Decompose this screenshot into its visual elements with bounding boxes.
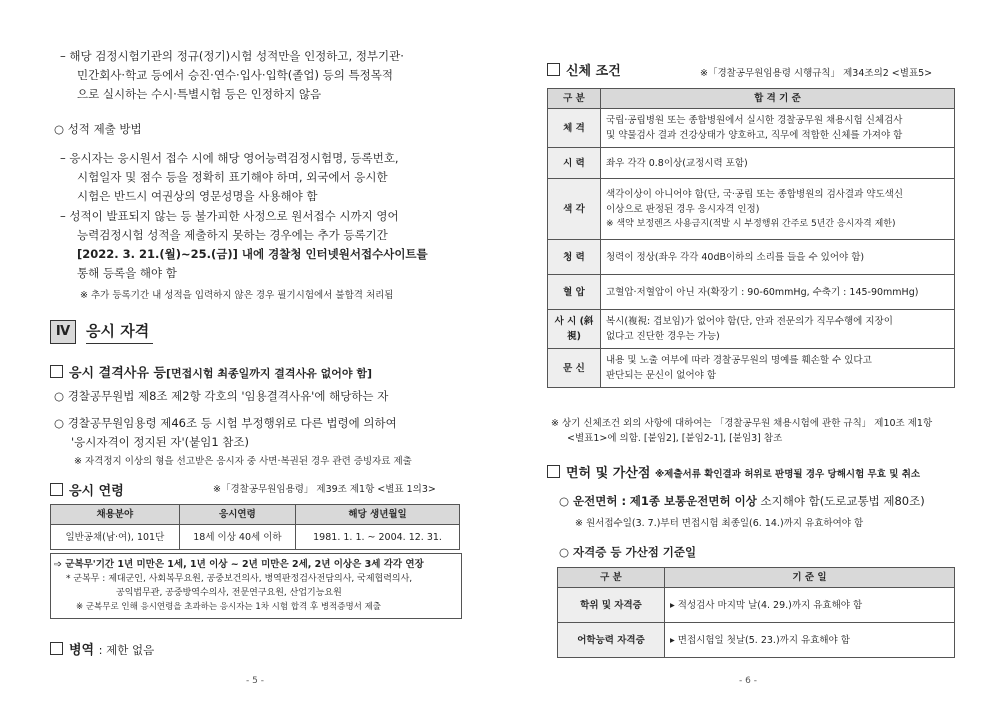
table-header: 해당 생년월일: [296, 505, 460, 525]
table-row: [548, 310, 955, 349]
table-cell-key: 문 신: [548, 349, 601, 388]
text-line: <별표1>에 의함. [붙임2], [붙임2-1], [붙임3] 참조: [567, 433, 783, 444]
table-row: [548, 240, 955, 275]
right-page: [545, 0, 955, 707]
table-cell-value: [601, 310, 955, 349]
body-conditions-note: [551, 416, 959, 446]
table-row: [548, 109, 955, 148]
certificate-deadline-table: [557, 567, 955, 658]
text-line: 복시(複視: 겹보임)가 없어야 함(단, 안과 전문의가 직무수행에 지장이: [606, 316, 893, 327]
disqualification-heading: [50, 362, 372, 381]
text-line: * 군복무 : 제대군인, 사회복무요원, 공중보건의사, 병역판정검사전담의사, 국제협력의사,: [66, 574, 413, 584]
table-row: [558, 623, 955, 658]
table-cell-value: 좌우 각각 0.8이상(교정시력 포함): [601, 148, 955, 179]
table-row: [548, 148, 955, 179]
text-line: – 성적이 발표되지 않는 등 불가피한 사정으로 원서접수 시까지 영어: [60, 209, 399, 223]
license-bonus-heading: [547, 462, 920, 481]
table-cell-key: 청 력: [548, 240, 601, 275]
table-cell-value: [601, 109, 955, 148]
age-table: [50, 504, 460, 550]
text-line: 판단되는 문신이 없어야 함: [606, 370, 717, 381]
text-line: 시험은 반드시 여권상의 영문성명을 사용해야 함: [77, 189, 318, 203]
table-cell-key: 사 시 (斜 視): [548, 310, 601, 349]
checkbox-square-icon: [50, 642, 63, 655]
table-cell-value: 고혈압·저혈압이 아닌 자(확장기 : 90-60mmHg, 수축기 : 145-90mmHg): [601, 275, 955, 310]
disqualification-item-1: ○ 경찰공무원법 제8조 제2항 각호의 '임용결격사유'에 해당하는 자: [54, 389, 389, 403]
body-conditions-table: [547, 88, 955, 388]
table-header-row: [548, 89, 955, 109]
text-line: 이상으로 판정된 경우 응시자격 인정): [606, 203, 760, 215]
military-note: ※ 군복무로 인해 응시연령을 초과하는 응시자는 1차 시험 합격 후 병적증명서 제출: [76, 602, 382, 612]
table-row: [51, 525, 460, 550]
certificate-deadline-heading: ○ 자격증 등 가산점 기준일: [559, 545, 697, 559]
table-cell-value: ▸ 면접시험일 첫날(5. 23.)까지 유효해야 함: [665, 623, 955, 658]
page-number: - 5 -: [246, 676, 264, 686]
checkbox-square-icon: [547, 63, 560, 76]
table-row: [548, 349, 955, 388]
driver-license-line: [559, 492, 925, 511]
table-header: 구 분: [548, 89, 601, 109]
table-row: [558, 588, 955, 623]
heading-text: 병역: [69, 643, 95, 658]
table-row: [548, 179, 955, 240]
table-cell-key: 체 격: [548, 109, 601, 148]
heading-text: 응시 결격사유 등: [69, 366, 166, 381]
section-title: 응시 자격: [86, 320, 153, 344]
text-line: 민간회사·학교 등에서 승진·연수·입사·입학(졸업) 등의 특정목적: [77, 68, 393, 82]
text-line: 공익법무관, 공중방역수의사, 전문연구요원, 산업기능요원: [116, 588, 342, 598]
section-4-heading: [50, 320, 153, 344]
text-line: 없다고 진단한 경우는 가능): [606, 331, 720, 342]
text-line: – 해당 검정시험기관의 정규(정기)시험 성적만을 인정하고, 정부기관·: [60, 49, 404, 63]
table-cell-key: 시 력: [548, 148, 601, 179]
left-page: [48, 0, 468, 707]
text-line: – 응시자는 응시원서 접수 시에 해당 영어능력검정시험명, 등록번호,: [60, 151, 399, 165]
military-service-box: [50, 553, 462, 619]
heading-text: 면허 및 가산점: [566, 466, 651, 481]
late-registration-paragraph: [60, 207, 470, 283]
table-header-row: [558, 568, 955, 588]
value-tail: 소지해야 함(도로교통법 제80조): [760, 494, 925, 508]
text-line: 내용 및 노출 여부에 따라 경찰공무원의 명예를 훼손할 수 있다고: [606, 355, 872, 366]
table-row: [548, 275, 955, 310]
text-line: '응시자격이 정지된 자'(붙임1 참조): [71, 435, 249, 449]
heading-subtext: ※제출서류 확인결과 허위로 판명될 경우 당해시험 무효 및 취소: [654, 469, 921, 480]
military-extension-rule: ➩ 군복무'기간 1년 미만은 1세, 1년 이상 ~ 2년 미만은 2세, 2년 이상은 3세 각각 연장: [54, 559, 424, 570]
submission-paragraph: [60, 149, 470, 206]
heading-value: : 제한 없음: [98, 643, 155, 657]
table-header-row: [51, 505, 460, 525]
body-conditions-heading: [547, 60, 621, 79]
table-header: 채용분야: [51, 505, 180, 525]
text-line: 국립·공립병원 또는 종합병원에서 실시한 경찰공무원 채용시험 신체검사: [606, 115, 903, 126]
table-cell-key: 학위 및 자격증: [558, 588, 665, 623]
disqualification-note: ※ 자격정지 이상의 형을 선고받은 응시자 중 사면·복권된 경우 관련 증빙자료 제출: [74, 456, 412, 467]
text-line: 시험일자 및 점수 등을 정확히 표기해야 하며, 외국에서 응시한: [77, 170, 388, 184]
checkbox-square-icon: [50, 365, 63, 378]
late-registration-note: ※ 추가 등록기간 내 성적을 입력하지 않은 경우 필기시험에서 불합격 처리됨: [80, 290, 394, 301]
score-method-heading: ○ 성적 제출 방법: [54, 122, 142, 136]
table-header: 합 격 기 준: [601, 89, 955, 109]
table-cell-value: 청력이 정상(좌우 각각 40dB이하의 소리를 들을 수 있어야 함): [601, 240, 955, 275]
table-header: 응시연령: [179, 505, 295, 525]
value: 제1종 보통운전면허 이상: [629, 494, 757, 508]
text-line: 통해 등록을 해야 함: [77, 266, 177, 280]
label: ○ 운전면허 :: [559, 494, 627, 508]
table-cell: 1981. 1. 1. ~ 2004. 12. 31.: [296, 525, 460, 550]
text-line: 능력검정시험 성적을 제출하지 못하는 경우에는 추가 등록기간: [77, 228, 388, 242]
body-conditions-reference: ※「경찰공무원임용령 시행규칙」 제34조의2 <별표5>: [700, 68, 933, 79]
table-header: 구 분: [558, 568, 665, 588]
heading-text: 응시 연령: [69, 484, 124, 499]
table-cell: 18세 이상 40세 이하: [179, 525, 295, 550]
table-cell-value: [601, 349, 955, 388]
driver-license-note: ※ 원서접수일(3. 7.)부터 면접시험 최종일(6. 14.)까지 유효하여야 함: [575, 518, 864, 529]
text-line: ※ 색약 보정렌즈 사용금지(적발 시 부정행위 간주로 5년간 응시자격 제한): [606, 218, 896, 229]
age-reference: ※「경찰공무원임용령」 제39조 제1항 <별표 1의3>: [213, 484, 436, 495]
table-cell-key: 색 각: [548, 179, 601, 240]
table-cell-value: ▸ 적성검사 마지막 날(4. 29.)까지 유효해야 함: [665, 588, 955, 623]
heading-subtext: [면접시험 최종일까지 결격사유 없어야 함]: [165, 367, 372, 380]
checkbox-square-icon: [50, 483, 63, 496]
heading-text: 신체 조건: [566, 64, 621, 79]
age-heading: [50, 480, 124, 499]
text-line: 색각이상이 아니어야 함(단, 국·공립 또는 종합병원의 검사결과 약도색신: [606, 188, 904, 200]
military-heading: [50, 639, 154, 658]
page-number: - 6 -: [739, 676, 757, 686]
section-number: Ⅳ: [50, 320, 76, 344]
table-header: 기 준 일: [665, 568, 955, 588]
text-line: 및 약물검사 결과 건강상태가 양호하고, 직무에 적합한 신체를 가져야 함: [606, 130, 903, 141]
disqualification-item-2: [54, 414, 468, 452]
text-line: [2022. 3. 21.(월)~25.(금)] 내에 경찰청 인터넷원서접수사이트를: [77, 247, 428, 261]
table-cell-value: [601, 179, 955, 240]
exam-rule-paragraph: [60, 47, 470, 104]
table-cell-key: 어학능력 자격증: [558, 623, 665, 658]
table-cell: 일반공채(남·여), 101단: [51, 525, 180, 550]
military-definition: [54, 572, 458, 600]
checkbox-square-icon: [547, 465, 560, 478]
text-line: 으로 실시하는 수시·특별시험 등은 인정하지 않음: [77, 87, 322, 101]
text-line: ○ 경찰공무원임용령 제46조 등 시험 부정행위로 다른 법령에 의하여: [54, 416, 397, 430]
table-cell-key: 혈 압: [548, 275, 601, 310]
text-line: ※ 상기 신체조건 외의 사항에 대하여는 「경찰공무원 채용시험에 관한 규칙」 제10조 제1항: [551, 418, 933, 429]
